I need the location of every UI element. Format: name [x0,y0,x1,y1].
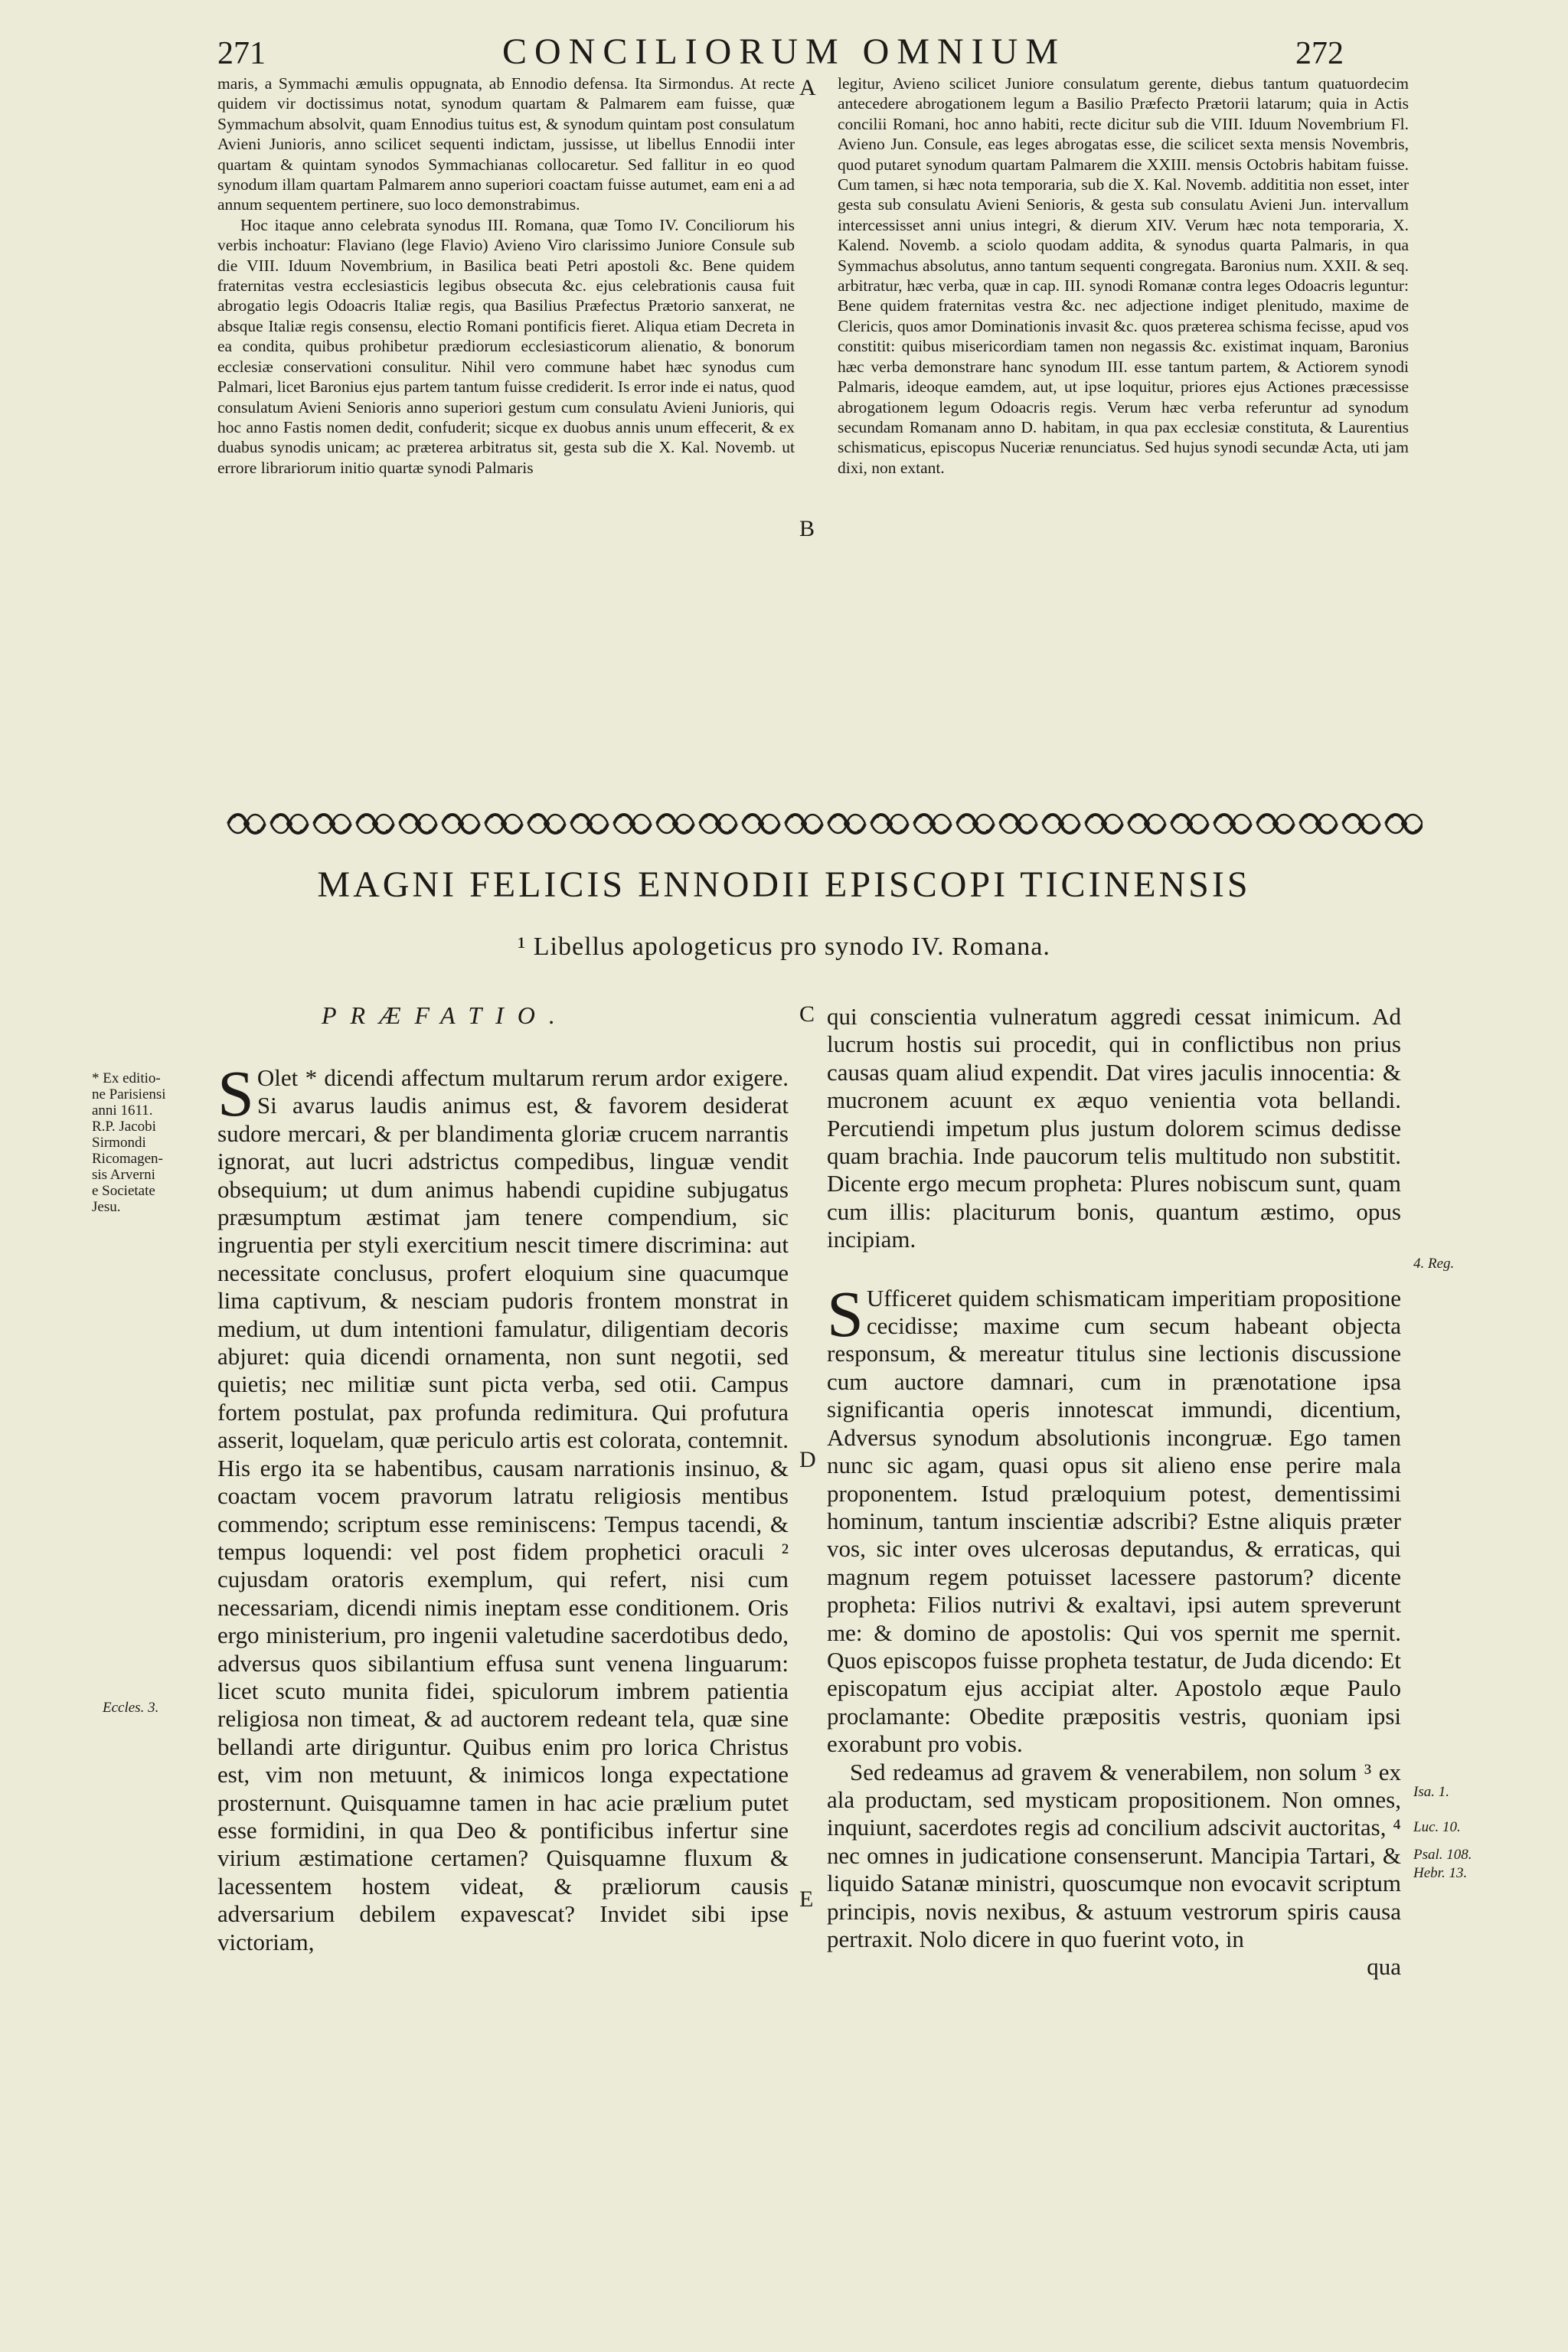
margin-note-line: Ricomagen- [92,1151,163,1167]
margin-note-line: Sirmondi [92,1135,146,1151]
margin-note-line: anni 1611. [92,1102,153,1119]
margin-note-line: sis Arverni [92,1167,155,1183]
section-heading: PRÆFATIO. [322,1001,569,1029]
running-header: CONCILIORUM OMNIUM [501,31,1066,72]
margin-ref-reg: 4. Reg. [1413,1256,1455,1272]
page-number-left: 271 [217,36,266,71]
side-marker-e: E [799,1886,814,1912]
page-number-right: 272 [1295,36,1344,71]
commentary-right-column [838,74,1409,478]
commentary-left-column [217,74,795,478]
margin-ref-isa: Isa. 1. [1413,1784,1449,1800]
margin-note-line: e Societate [92,1183,155,1199]
margin-note [92,1070,214,1215]
ornamental-band [225,807,1423,841]
margin-ref-hebr: Hebr. 13. [1413,1865,1468,1881]
commentary-paragraph: Hoc itaque anno celebrata synodus III. Romana, quæ Tomo IV. Conciliorum his verbis inchoatur: Flaviano (lege Flavio) Avieno Viro clarissimo Juniore Consule sub die VIII. Iduum Novembrium, in Basilica beati Petri apostoli &c. Bene quidem fraternitas vestra ecclesiasticis legibus obsecuta &c. ejus celebrationis causa fuit abrogatio legis Odoacris Italiæ regis, qua Basilius Præfectus Prætorio sanxerat, ne absque Italiæ regis consensu, electio Romani pontificis fieret. Aliqua etiam Decreta in ea condita, quibus prohibetur prædiorum ecclesiasticorum alienatio, & bonorum ecclesiæ conservationi consulitur. Nihil vero commune habet hæc synodus cum Palmari, licet Baronius ejus partem tantum fuisse crediderit. Is error inde ei natus, quod consulatum Avieni Senioris anno superiori gestum cum consulatu Avieni Junioris, qui hoc anno Fastis nomen dedit, confuderit; sicque ex duobus annis unum effecerit, & ex duabus synodis unicam; ac præterea arbitratus sit, gesta sub die X. Kal. Novemb. ut errore librariorum initio quartæ synodi Palmaris [217,215,795,477]
margin-ref-eccles: Eccles. 3. [103,1700,159,1716]
body-paragraph: qui conscientia vulneratum aggredi cessat inimicum. Ad lucrum hostis sui procedit, qui in conflictibus non prius causas quam aliud expendit. Dat vires jaculis innocentia: & mucronem acuunt ex æquo venientia vota bellandi. Percutiendi impetum plus justum dolorem scimus dedisse quam brachia. Inde paucorum telis multitudo non substitit. Dicente ergo mecum propheta: Plures nobiscum sunt, quam cum illis: placiturum bonis, quantum æstimo, opus incipiam. [827,1003,1401,1253]
margin-ref-luc: Luc. 10. [1413,1819,1461,1835]
side-marker-a: A [799,75,816,100]
body-paragraph: Ufficeret quidem schismaticam imperitiam propositione cecidisse; maxime cum secum habeant objecta responsum, & mereatur titulus sine lectionis discussione cum auctore damnari, cum in prænotatione ipsa significantia operis innotescat immundi, dicentium, Adversus synodum absolutionis incongruæ. Ego tamen nunc sic agam, quasi opus sit alieno ense perire mala proponentem. Istud præloquium potest, dementissimi hominum, tantum inscientiæ adscribi? Estne aliquis præter vos, sic inter oves ulcerosas deputandus, & erraticas, qui magnum regem potuisset lacessere pastorum? dicente propheta: Filios nutrivi & exaltavi, ipsi autem spreverunt me: & domino de apostolis: Qui vos spernit me spernit. Quos episcopos fuisse propheta testatur, de Juda dicendo: Et episcopatum ejus accipiat alter. Apostolo æque Paulo proclamante: Obedite præpositis vestris, quoniam ipsi exorabunt pro vobis. [827,1284,1401,1758]
margin-note-line: R.P. Jacobi [92,1119,156,1135]
side-marker-d: D [799,1447,816,1472]
side-marker-b: B [799,516,815,541]
margin-note-line: Jesu. [92,1199,121,1215]
body-left-column [217,1057,789,1956]
sub-title: ¹ Libellus apologeticus pro synodo IV. Romana. [518,933,1050,961]
body-paragraph: Sed redeamus ad gravem & venerabilem, non solum ³ ex ala productam, sed mysticam propositionem. Non omnes, inquiunt, sacerdotes regis ad concilium adscivit auctoritas, ⁴ nec omnes in judicatione consenserunt. Mancipia Tartari, & liquido Satanæ ministri, quoscumque non evocavit scriptum principis, novis nexibus, & astuum vestrorum spiris causa pertraxit. Nolo dicere in quo fuerint voto, in [827,1758,1401,1952]
margin-note-line: ne Parisiensi [92,1086,166,1102]
margin-ref-psal: Psal. 108. [1413,1847,1472,1863]
body-right-column [827,1003,1401,1981]
catchword: qua [1367,1953,1401,1981]
commentary-paragraph: maris, a Symmachi æmulis oppugnata, ab Ennodio defensa. Ita Sirmondus. At recte quidem vir doctissimus notat, synodum quartam & Palmarem eam fuisse, quæ Symmachum absolvit, quam Ennodius tuitus est, & synodum quintam post consulatum Avieni Junioris, anno scilicet sequenti indictam, jussisse, ut libellus Ennodii inter quartam & quintam synodos Symmachianas collocaretur. Sed fallitur in eo quod synodum illam quartam Palmarem anno superiori coactam fuisse autumet, eam eni a ad annum sequentem pertinere, suo loco demonstrabimus. [217,74,795,214]
margin-note-line: * Ex editio- [92,1070,161,1086]
drop-cap: S [217,1057,254,1130]
drop-cap: S [827,1276,864,1351]
commentary-paragraph: legitur, Avieno scilicet Juniore consulatum gerente, diebus tantum quatuordecim antecedere abrogationem legum a Basilio Præfecto Prætorii latarum; quia in Actis concilii Romani, hoc anno habiti, recte dicitur sub die VIII. Iduum Novembrium Fl. Avieno Jun. Consule, eas leges abrogatas esse, die scilicet sexta mensis Novembris, quod putaret synodum quartam Palmarem die XXIII. mensis Octobris habitam fuisse. Cum tamen, si hæc nota temporaria, sub die X. Kal. Novemb. addititia non esset, inter gesta sub consulatu Avieni Senioris, & gesta sub consulatu Avieni Jun. intervallum intercessisset anni unius integri, & dierum XIV. Verum hæc nota temporaria, X. Kalend. Novemb. a sciolo quodam addita, & synodus quarta Palmaris, in qua Symmachus absolutus, anno tantum sequenti congregata. Baronius num. XXII. & seq. arbitratur, hæc verba, quæ in cap. III. synodi Romanæ contra leges Odoacris leguntur: Bene quidem fraternitas vestra &c. nec adjectione indiget plenitudo, maxime de Clericis, quos amor Dominationis invasit &c. quos præterea schisma fecisse, apud vos constitit: quibus misericordiam tamen non negassis &c. existimat inquam, Baronius hæc verba demonstrare hanc synodum III. esse tantum partem, & Actiorem synodi Palmaris, ideoque eamdem, aut, ut ipse loquitur, priores ejus Actiones præcessisse abrogationem legum Odoacris regis. Verum hæc verba referuntur ad synodum secundam Romanam anno D. habitam, in qua pax ecclesiæ constituta, & Laurentius schismaticus, episcopus Nuceriæ renunciatus. Sed hujus synodi secundæ Acta, uti jam dixi, non extant. [838,74,1409,477]
main-title: MAGNI FELICIS ENNODII EPISCOPI TICINENSIS [317,864,1251,905]
side-marker-c: C [799,1001,815,1027]
body-paragraph: Olet * dicendi affectum multarum rerum ardor exigere. Si avarus laudis animus est, & favorem desiderat sudore mercari, & per blandimenta gloriæ crucem narrantis ignorat, aut lucri adstrictus compedibus, linguæ vendit obsequium; ut dum animus habendi cupidine subjugatus præsumptum æstimat jam tenere compendium, sic ingruentia per styli exercitium nescit timere discrimina: aut necessitate conclusus, profert eloquium sine quacumque lima captivum, & nesciam pudoris frontem monstrat in medium, ut dum intentioni famulatur, diligentiam decoris abjuret: quia dicendi ornamenta, non sunt negotii, sed quietis; nec militiæ sunt picta verba, sed otii. Campus fortem postulat, pax profunda redimitura. Qui profutura asserit, loquelam, quæ periculo artis est colorata, contemnit. His ergo ita se habentibus, causam narrationis insinuo, & coactam vocem pravorum latratu religiosis mentibus commendo; scriptum esse reminiscens: Tempus tacendi, & tempus loquendi: vel post fidem prophetici oraculi ² cujusdam oratoris exemplum, qui refert, nisi cum necessariam, dicendi nimis ineptam esse conditionem. Oris ergo ministerium, pro ingenii valetudine sacerdotibus dedo, adversus quos sibilantium effusa sunt venena linguarum: licet scuto munita fidei, spiculorum imbrem patientia religiosa non timeat, & ad auctorem redeant tela, quæ sine bellandi arte diriguntur. Quibus enim pro lorica Christus est, vim non metuunt, & inimicos longa expectatione prosternunt. Quisquamne tamen in hac acie prælium putet esse formidini, in qua Deo & pontificibus infertur sine virium æstimatione certamen? Quisquamne fluxum & lacessentem hostem videat, & præliorum causis adversarium debilem expavescat? Invidet sibi ipse victoriam, [217,1064,789,1955]
